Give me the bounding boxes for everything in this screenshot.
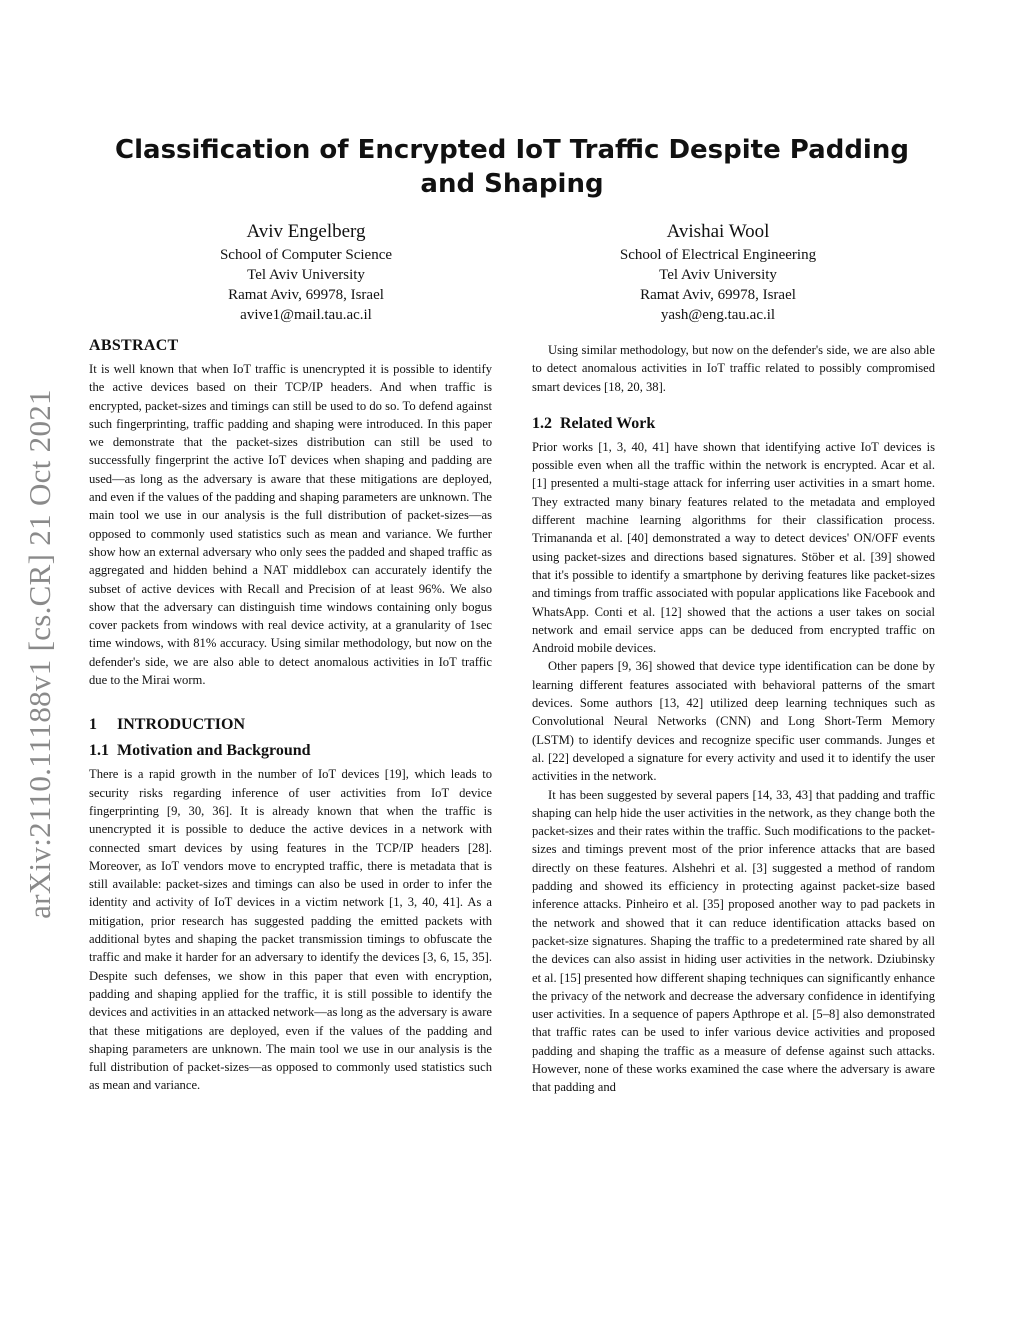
intro-paragraph-2: Using similar methodology, but now on the defender's side, we are also able to detect anomalous activities in IoT traffic related to possibly compromised smart devices [18, 20, 38].	[532, 343, 935, 394]
subsection-title: Related Work	[560, 414, 656, 432]
related-work-paragraph-1: Prior works [1, 3, 40, 41] have shown that identifying active IoT devices is possible even when all the traffic within the network is encrypted. Acar et al. [1] presented a multi-stage attack for inferring user activities in a smart home. They extracted many binary features related to the metadata and employed different machine learning algorithms for their classification process. Trimananda et al. [40] demonstrated a way to detect devices' ON/OFF events using packet-sizes and directions based signatures. Stöber et al. [39] showed that it's possible to identify a smartphone by deriving features like packet-sizes and timings from traffic associated with popular applications like Facebook and WhatsApp. Conti et al. [12] showed that the actions a user takes on social network and email service apps can be deduced from encrypted traffic on Android mobile devices.	[532, 439, 935, 656]
subsection-title: Motivation and Background	[117, 742, 311, 760]
author-university: Tel Aviv University	[659, 267, 777, 283]
right-column	[532, 341, 935, 1097]
author-name: Aviv Engelberg	[246, 221, 366, 242]
author-block-2	[553, 220, 883, 325]
related-work-paragraph-2: Other papers [9, 36] showed that device type identification can be done by learning different features associated with behavioral patterns of the smart devices. Some authors [13, 42] utilized deep learning techniques such as Convolutional Neural Networks (CNN) and Long Short-Term Memory (LSTM) to identify devices and recognize specific user commands. Junges et al. [22] developed a signature for every activity and used it to identify the user activities in the network.	[532, 659, 935, 784]
author-address: Ramat Aviv, 69978, Israel	[640, 287, 796, 303]
related-work-paragraph-3: It has been suggested by several papers [14, 33, 43] that padding and traffic shaping can help hide the user activities in the network, as they change both the packet-sizes and their rates within the traffic. Such modifications to the packet-sizes and timings prevent most of the prior inference attacks that are based directly on these features. Alshehri et al. [3] suggested a method of random padding and showed its efficiency in protecting against packet-size based inference attacks. Pinheiro et al. [35] proposed another way to pad packets in the network and showed that it can reduce identification attacks based on packet-size signatures. Shaping the traffic to a predetermined rate shared by all the devices can also assist in hiding user activities in the network. Dziubinsky et al. [15] presented how different shaping techniques can significantly enhance the privacy of the network and decrease the adversary confidence in identifying user activities. In a sequence of papers Apthrope et al. [5–8] also demonstrated that traffic rates can be used to infer various device activities and proposed padding and shaping the traffic as a measure of defense against such attacks. However, none of these works examined the case where the adversary is aware that padding and	[532, 787, 935, 1095]
author-department: School of Electrical Engineering	[619, 247, 817, 263]
arxiv-identifier-stamp	[10, 364, 70, 944]
author-address: Ramat Aviv, 69978, Israel	[228, 287, 384, 303]
abstract-text: It is well known that when IoT traffic is unencrypted it is possible to identify the active devices based on their TCP/IP headers. And when traffic is encrypted, packet-sizes and timings can still be used to do so. To defend against such fingerprinting, traffic padding and shaping were introduced. In this paper we demonstrate that the packet-sizes distribution can still be used to successfully fingerprint the active IoT devices when shaping and padding are used—as long as the adversary is aware that these mitigations are deployed, and even if the values of the padding and shaping parameters are unknown. The main tool we use in our analysis is the full distribution of packet-sizes—as opposed to commonly used statistics such as mean and variance. We further show how an external adversary who only sees the padded and shaped traffic as aggregated and hidden behind a NAT middlebox can accurately identify the subset of active devices with Recall and Precision of at least 96%. We also show that the adversary can distinguish time windows containing only bogus cover packets from windows with real device activity, at a granularity of 1sec time windows, with 81% accuracy. Using similar methodology, but now on the defender's side, we are also able to detect anomalous activities in IoT traffic due to the Mirai worm.	[89, 362, 492, 688]
author-university: Tel Aviv University	[247, 267, 365, 283]
abstract-heading: ABSTRACT	[89, 337, 179, 354]
author-department: School of Computer Science	[219, 247, 393, 263]
author-name: Avishai Wool	[666, 221, 770, 242]
paper-title: Classification of Encrypted IoT Traffic Despite Padding and Shaping	[115, 135, 909, 199]
author-email: yash@eng.tau.ac.il	[660, 307, 776, 323]
left-column	[89, 336, 492, 1095]
intro-paragraph-1: There is a rapid growth in the number of IoT devices [19], which leads to security risks regarding inference of user activities from IoT device fingerprinting [9, 30, 36]. It is already known that when the traffic is unencrypted it is possible to deduce the active devices in a network with connected smart devices by using features in the TCP/IP headers [28]. Moreover, as IoT vendors move to encrypted traffic, there is metadata that is still available: packet-sizes and timings can also be used in order to infer the identity and activity of IoT devices in a victim network [1, 3, 40, 41]. As a mitigation, prior research has suggested padding the emitted packets with additional bytes and shaping the packet transmission timings to obfuscate the traffic and make it harder for an adversary to identify the devices [3, 6, 15, 35]. Despite such defenses, we show in this paper that even with encryption, padding and shaping applied for the traffic, it is still possible to identify the devices and activities in an attacked network—as long as the adversary is aware that these mitigations are deployed, even if the values of the padding and shaping parameters are unknown. The main tool we use in our analysis is the full distribution of packet-sizes—as opposed to commonly used statistics such as mean and variance.	[89, 767, 492, 1093]
arxiv-identifier: arXiv:2110.11188v1 [cs.CR] 21 Oct 2021	[22, 389, 58, 919]
subsection-number: 1.1	[89, 742, 109, 760]
subsection-number: 1.2	[532, 414, 552, 432]
section-number: 1	[89, 716, 97, 734]
author-block-1	[141, 220, 471, 325]
subsection-heading-related-work	[532, 414, 935, 434]
section-heading-introduction	[89, 715, 492, 735]
author-email: avive1@mail.tau.ac.il	[240, 307, 372, 323]
section-title: INTRODUCTION	[117, 716, 246, 734]
subsection-heading-motivation	[89, 741, 492, 761]
